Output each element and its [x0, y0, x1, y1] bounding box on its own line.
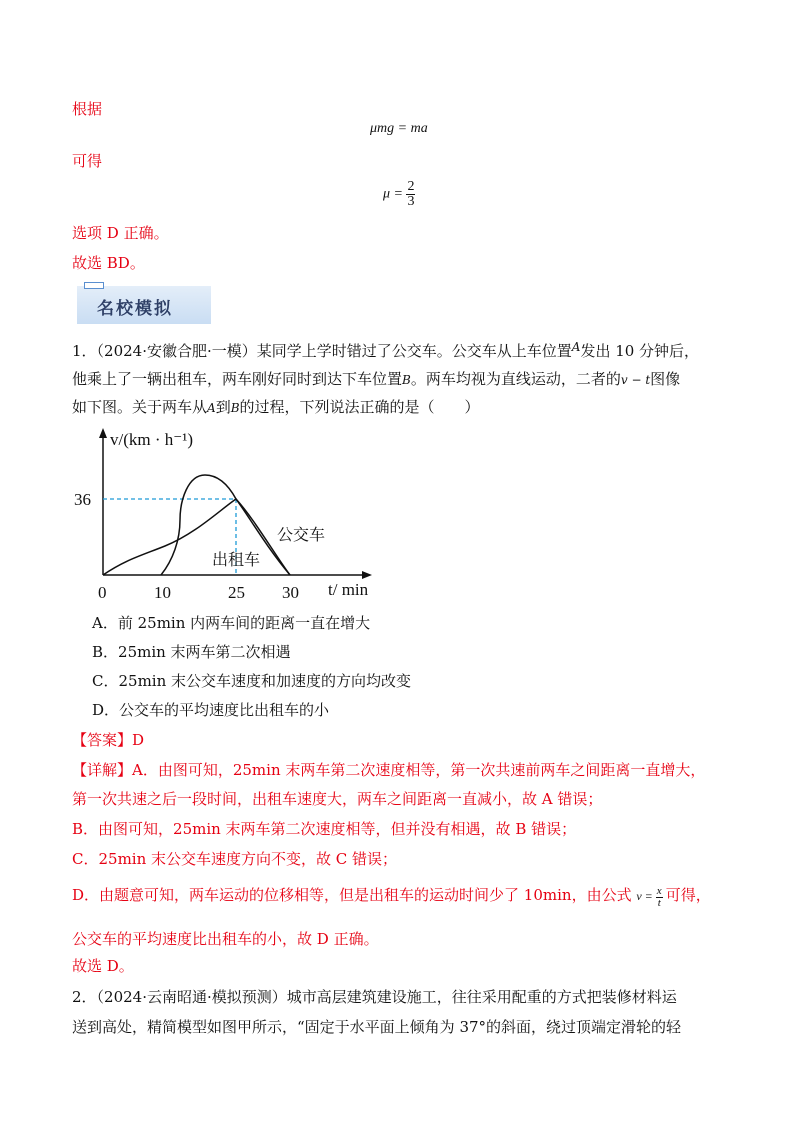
bus-label: 公交车	[277, 525, 326, 544]
y-axis-arrow-icon	[99, 428, 107, 438]
solution-kede: 可得	[72, 152, 103, 170]
mu-numerator: 2	[407, 179, 415, 194]
q1-option-c: C．25min 末公交车速度和加速度的方向均改变	[92, 672, 412, 690]
q1-detail-c: C．25min 末公交车速度方向不变，故 C 错误；	[72, 850, 398, 868]
q1-line2-text: 他乘上了一辆出租车，两车刚好同时到达下车位置	[72, 370, 403, 388]
q1-option-b: B．25min 末两车第二次相遇	[92, 643, 291, 661]
q1-line2-mid: 。两车均视为直线运动，二者的	[410, 370, 621, 388]
solution-genju: 根据	[72, 100, 103, 118]
q1-vt: v − t	[620, 373, 651, 387]
q1-option-d: D．公交车的平均速度比出租车的小	[92, 701, 330, 719]
formula-v-left: v =	[636, 889, 653, 903]
formula-v	[636, 884, 665, 909]
x-tick-30: 30	[282, 583, 299, 602]
x-tick-10: 10	[154, 583, 171, 602]
equation-mu	[383, 180, 415, 209]
q1-line3-a: 如下图。关于两车从	[72, 398, 208, 416]
q1-var-b2: B	[230, 401, 240, 415]
q1-choose-d: 故选 D。	[72, 957, 134, 975]
section-badge	[77, 286, 211, 324]
q1-line3	[72, 396, 480, 417]
mu-denominator: 3	[407, 194, 415, 209]
q2-line1: 2．（2024·云南昭通·模拟预测）城市高层建筑建设施工，往往采用配重的方式把装修材料运	[72, 988, 677, 1006]
q1-line3-b: 到	[215, 398, 231, 416]
q1-var-a2: A	[207, 401, 216, 415]
x-tick-25: 25	[228, 583, 245, 602]
q1-line1-text: 1．（2024·安徽合肥·一模）某同学上学时错过了公交车。公交车从上车位置	[72, 342, 572, 360]
q1-detail-d1	[72, 884, 711, 909]
q1-var-b: B	[402, 373, 411, 387]
q1-var-a: A	[571, 340, 581, 354]
q1-detail-a2: 第一次共速之后一段时间，出租车速度大，两车之间距离一直减小，故 A 错误；	[72, 790, 603, 808]
q1-line1	[72, 340, 699, 361]
taxi-label: 出租车	[212, 550, 261, 569]
section-badge-label: 名校模拟	[97, 299, 173, 319]
formula-fraction	[656, 886, 663, 909]
mu-fraction	[406, 180, 415, 209]
x-axis-label: t/ min	[328, 580, 369, 599]
q1-detail-d1-tail: 可得，	[665, 886, 711, 904]
vt-graph	[70, 420, 390, 610]
solution-option-d: 选项 D 正确。	[72, 224, 169, 242]
q1-detail-a1: 【详解】A．由图可知，25min 末两车第二次速度相等，第一次共速前两车之间距离一直增大，	[72, 761, 706, 779]
badge-tab-decoration	[84, 282, 104, 289]
q1-line1-tail: 发出 10 分钟后，	[580, 342, 700, 360]
q2-line2: 送到高处，精简模型如图甲所示，“固定于水平面上倾角为 37°的斜面，绕过顶端定滑轮的轻	[72, 1018, 682, 1036]
mu-left: μ =	[383, 186, 403, 202]
q1-option-a: A．前 25min 内两车间的距离一直在增大	[92, 614, 371, 632]
q1-answer: 【答案】D	[72, 731, 145, 749]
solution-choose-bd: 故选 BD。	[72, 254, 145, 272]
q1-detail-b: B．由图可知，25min 末两车第二次速度相等，但并没有相遇，故 B 错误；	[72, 820, 577, 838]
q1-line2	[72, 368, 680, 389]
x-axis-arrow-icon	[362, 571, 372, 579]
formula-denominator: t	[657, 896, 661, 909]
q1-line3-c: 的过程，下列说法正确的是（ ）	[239, 398, 480, 416]
q1-detail-d1-text: D．由题意可知，两车运动的位移相等，但是出租车的运动时间少了 10min，由公式	[72, 886, 632, 904]
y-axis-label: v/(km · h⁻¹)	[110, 430, 193, 449]
formula-numerator: x	[656, 884, 662, 897]
q1-line2-tail: 图像	[650, 370, 681, 388]
q1-detail-d2: 公交车的平均速度比出租车的小，故 D 正确。	[72, 930, 379, 948]
equation-friction: μmg = ma	[370, 121, 428, 136]
y-tick-36: 36	[74, 490, 91, 509]
x-tick-0: 0	[98, 583, 107, 602]
